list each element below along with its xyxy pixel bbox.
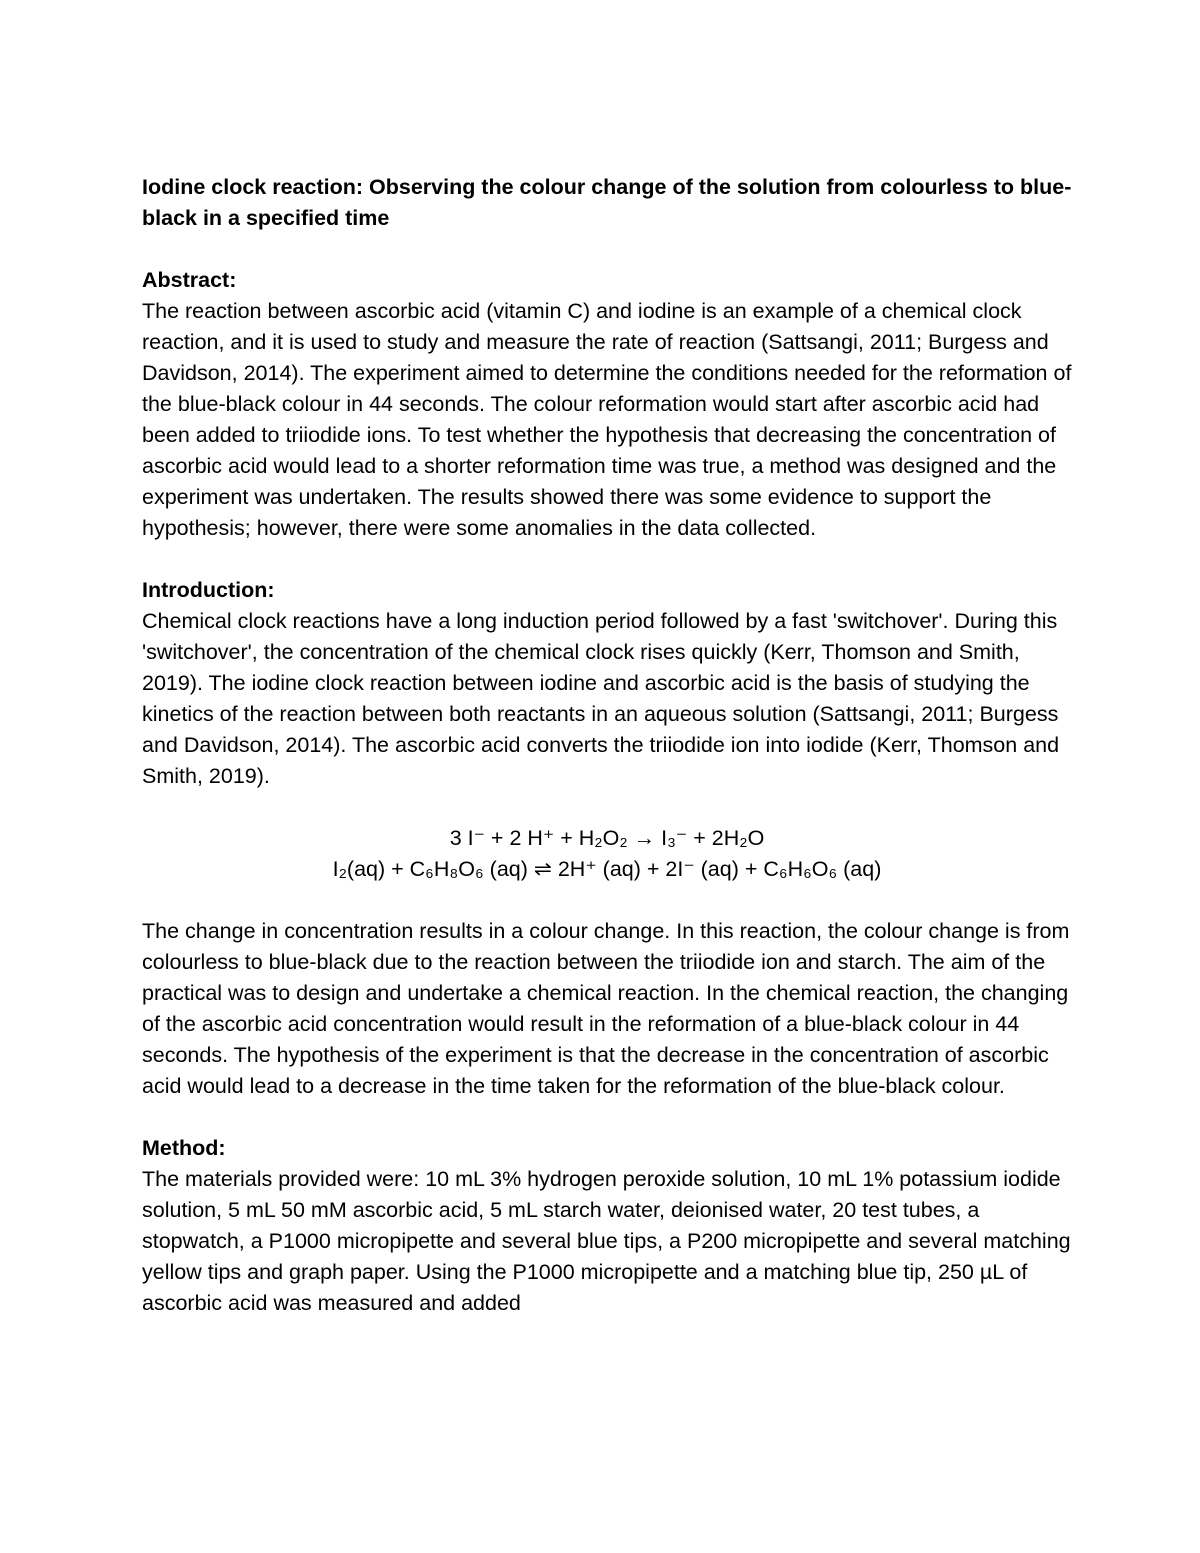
document-title: Iodine clock reaction: Observing the colour change of the solution from colourless to blue-black in a specified time bbox=[142, 175, 1072, 230]
equation-2: I₂(aq) + C₆H₈O₆ (aq) ⇌ 2H⁺ (aq) + 2I⁻ (aq) + C₆H₆O₆ (aq) bbox=[332, 857, 882, 881]
introduction-text-2: The change in concentration results in a colour change. In this reaction, the colour change is from colourless to blue-black due to the reaction between the triiodide ion and starch. The aim of the practical was to design and undertake a chemical reaction. In the chemical reaction, the changing of the ascorbic acid concentration would result in the reformation of a blue-black colour in 44 seconds. The hypothesis of the experiment is that the decrease in the concentration of ascorbic acid would lead to a decrease in the time taken for the reformation of the blue-black colour. bbox=[142, 919, 1070, 1098]
document-page bbox=[142, 172, 1072, 1319]
spacer bbox=[142, 792, 1072, 823]
method-heading: Method: bbox=[142, 1136, 226, 1160]
abstract-heading: Abstract: bbox=[142, 268, 237, 292]
spacer bbox=[142, 885, 1072, 916]
introduction-heading: Introduction: bbox=[142, 578, 275, 602]
equation-1: 3 I⁻ + 2 H⁺ + H₂O₂ → I₃⁻ + 2H₂O bbox=[449, 826, 765, 850]
spacer bbox=[142, 1102, 1072, 1133]
introduction-text: Chemical clock reactions have a long induction period followed by a fast 'switchover'. During this 'switchover', the concentration of the chemical clock rises quickly (Kerr, Thomson and Smith, 2019). The iodine clock reaction between iodine and ascorbic acid is the basis of studying the kinetics of the reaction between both reactants in an aqueous solution (Sattsangi, 2011; Burgess and Davidson, 2014). The ascorbic acid converts the triiodide ion into iodide (Kerr, Thomson and Smith, 2019). bbox=[142, 609, 1060, 788]
abstract-text: The reaction between ascorbic acid (vitamin C) and iodine is an example of a chemical clock reaction, and it is used to study and measure the rate of reaction (Sattsangi, 2011; Burgess and Davidson, 2014). The experiment aimed to determine the conditions needed for the reformation of the blue-black colour in 44 seconds. The colour reformation would start after ascorbic acid had been added to triiodide ions. To test whether the hypothesis that decreasing the concentration of ascorbic acid would lead to a shorter reformation time was true, a method was designed and the experiment was undertaken. The results showed there was some evidence to support the hypothesis; however, there were some anomalies in the data collected. bbox=[142, 299, 1072, 540]
equations-block bbox=[142, 823, 1072, 885]
spacer bbox=[142, 544, 1072, 575]
method-text: The materials provided were: 10 mL 3% hydrogen peroxide solution, 10 mL 1% potassium iodide solution, 5 mL 50 mM ascorbic acid, 5 mL starch water, deionised water, 20 test tubes, a stopwatch, a P1000 micropipette and several blue tips, a P200 micropipette and several matching yellow tips and graph paper. Using the P1000 micropipette and a matching blue tip, 250 µL of ascorbic acid was measured and added bbox=[142, 1167, 1071, 1315]
spacer bbox=[142, 234, 1072, 265]
